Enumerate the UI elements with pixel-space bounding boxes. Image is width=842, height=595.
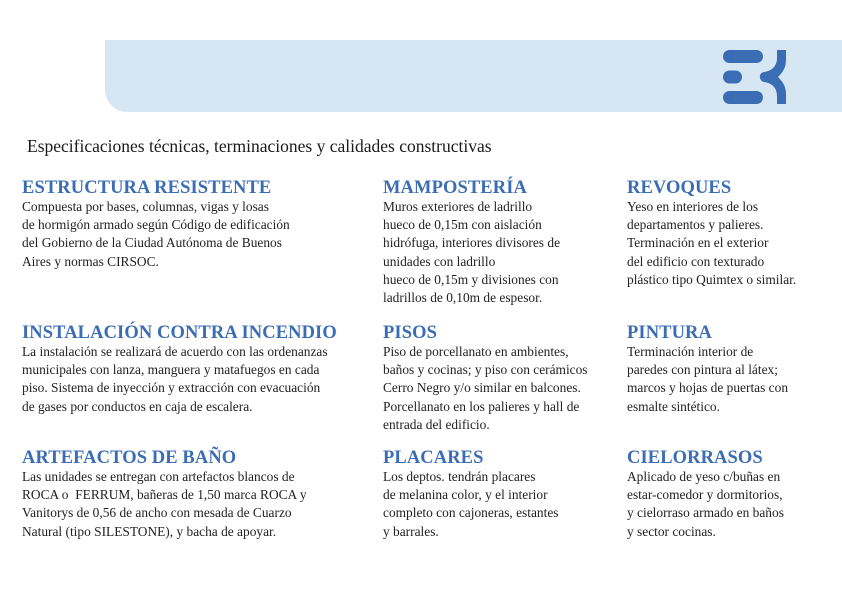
body-line: Natural (tipo SILESTONE), y bacha de apoyar. [22, 523, 277, 539]
section-placares [383, 448, 559, 541]
body-line: Aplicado de yeso c/buñas en [627, 469, 781, 484]
section-title: INSTALACIÓN CONTRA INCENDIO [22, 323, 337, 343]
section-title: PLACARES [383, 448, 484, 468]
section-revoques [627, 178, 796, 289]
body-line: Las unidades se entregan con artefactos blancos de [22, 469, 295, 484]
section-mamposteria [383, 178, 560, 307]
section-body [627, 343, 788, 416]
body-line: y cielorraso armado en baños [627, 505, 784, 521]
body-line: Terminación en el exterior [627, 235, 769, 251]
section-body [22, 198, 290, 271]
section-estructura [22, 178, 290, 271]
page-title: Especificaciones técnicas, terminaciones y calidades constructivas [27, 136, 492, 156]
logo-bar-top [723, 50, 763, 63]
logo-bar-bottom [723, 91, 763, 104]
section-body [22, 343, 337, 416]
logo-bar-middle [723, 71, 742, 84]
body-line: baños y cocinas; y piso con cerámicos [383, 362, 588, 378]
section-pisos [383, 323, 588, 434]
body-line: estar-comedor y dormitorios, [627, 487, 783, 503]
body-line: Porcellanato en los palieres y hall de [383, 398, 580, 414]
section-body [383, 343, 588, 434]
section-pintura [627, 323, 788, 416]
section-title: MAMPOSTERÍA [383, 178, 527, 198]
body-line: Aires y normas CIRSOC. [22, 253, 159, 269]
ek-logo [720, 46, 790, 108]
body-line: y sector cocinas. [627, 523, 716, 539]
section-cielorrasos [627, 448, 784, 541]
body-line: Muros exteriores de ladrillo [383, 199, 533, 214]
section-body [627, 468, 784, 541]
body-line: unidades con ladrillo [383, 253, 496, 269]
body-line: completo con cajoneras, estantes [383, 505, 559, 521]
body-line: piso. Sistema de inyección y extracción con evacuación [22, 380, 321, 396]
section-artefactos-bano [22, 448, 307, 541]
body-line: Los deptos. tendrán placares [383, 469, 536, 484]
body-line: hidrófuga, interiores divisores de [383, 235, 561, 251]
logo-k-curve [760, 50, 786, 104]
section-title: ARTEFACTOS DE BAÑO [22, 448, 237, 468]
body-line: de melanina color, y el interior [383, 487, 548, 503]
body-line: del Gobierno de la Ciudad Autónoma de Buenos [22, 235, 282, 251]
body-line: marcos y hojas de puertas con [627, 380, 789, 396]
body-line: municipales con lanza, manguera y matafuegos en cada [22, 362, 320, 378]
body-line: paredes con pintura al látex; [627, 362, 778, 378]
section-body [627, 198, 796, 289]
section-title: REVOQUES [627, 178, 732, 198]
body-line: de hormigón armado según Código de edificación [22, 217, 290, 233]
body-line: plástico tipo Quimtex o similar. [627, 271, 797, 287]
section-instalacion-incendio [22, 323, 337, 416]
body-line: Cerro Negro y/o similar en balcones. [383, 380, 581, 396]
section-title: CIELORRASOS [627, 448, 763, 468]
body-line: ladrillos de 0,10m de espesor. [383, 290, 543, 306]
body-line: ROCA o FERRUM, bañeras de 1,50 marca ROCA y [22, 487, 307, 503]
body-line: esmalte sintético. [627, 398, 720, 414]
section-title: ESTRUCTURA RESISTENTE [22, 178, 272, 198]
body-line: hueco de 0,15m con aislación [383, 217, 542, 233]
body-line: Vanitorys de 0,56 de ancho con mesada de Cuarzo [22, 505, 292, 521]
section-body [22, 468, 307, 541]
section-title: PISOS [383, 323, 437, 343]
section-body [383, 198, 560, 307]
section-title: PINTURA [627, 323, 712, 343]
body-line: hueco de 0,15m y divisiones con [383, 271, 559, 287]
body-line: Piso de porcellanato en ambientes, [383, 344, 569, 359]
body-line: y barrales. [383, 523, 439, 539]
body-line: del edificio con texturado [627, 253, 765, 269]
body-line: Terminación interior de [627, 344, 754, 359]
body-line: entrada del edificio. [383, 416, 490, 432]
body-line: Yeso en interiores de los [627, 199, 759, 214]
body-line: La instalación se realizará de acuerdo con las ordenanzas [22, 344, 328, 359]
body-line: Compuesta por bases, columnas, vigas y losas [22, 199, 269, 214]
body-line: departamentos y palieres. [627, 217, 764, 233]
section-body [383, 468, 559, 541]
body-line: de gases por conductos en caja de escalera. [22, 398, 253, 414]
